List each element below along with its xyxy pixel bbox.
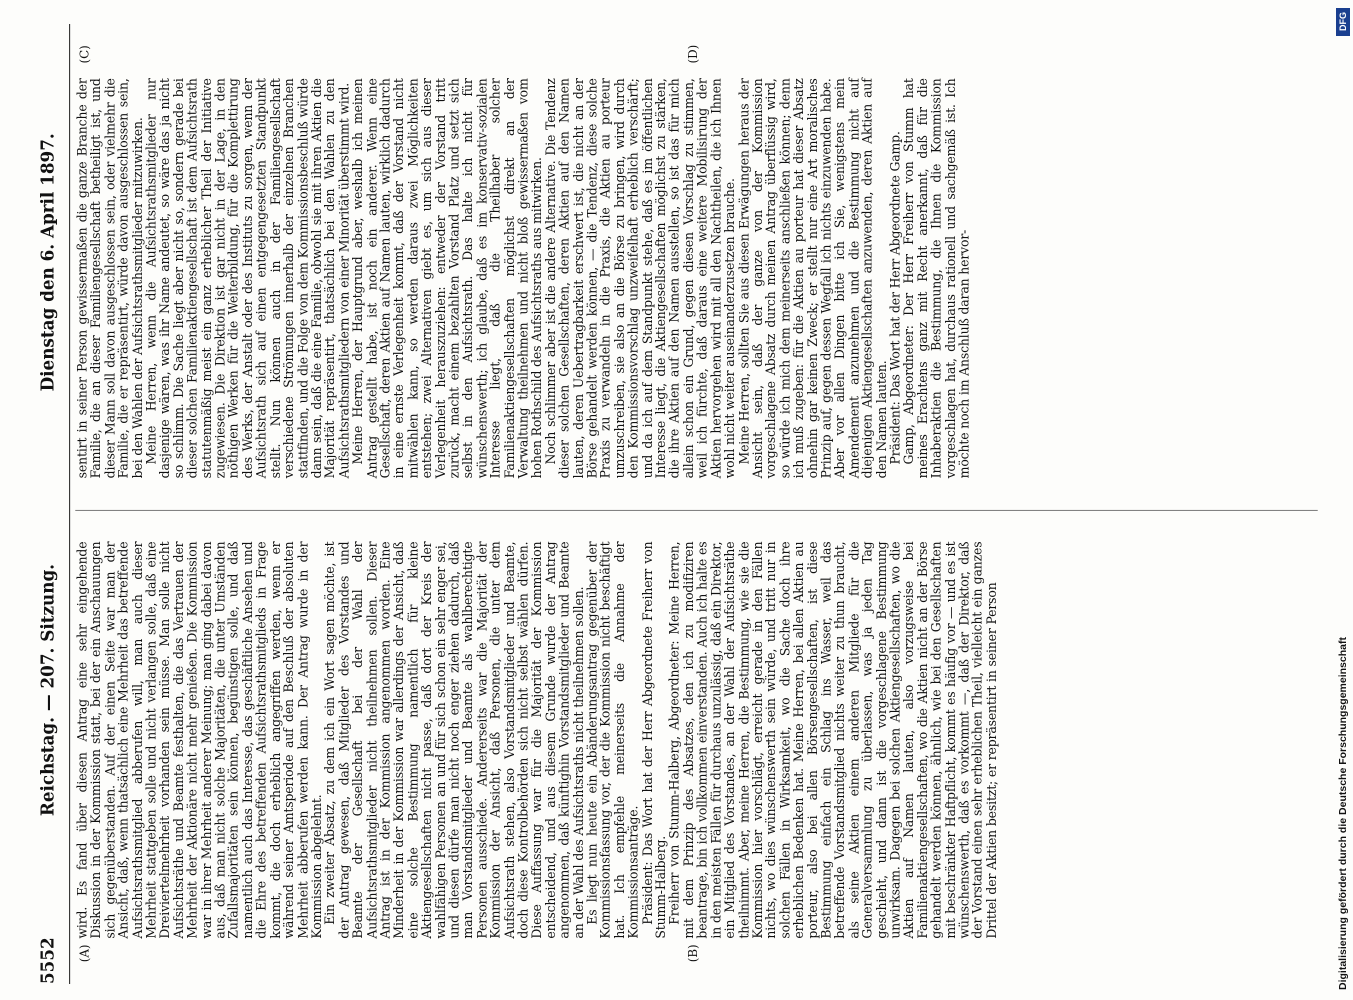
paragraph: Es liegt nun heute ein Abänderungsantrag gegenüber der Kommissionsfassung vor, der die Kommission nicht beschäftigt hat. Ich empfehle meinerseits die Annahme der Kommissionsanträge. xyxy=(584,541,641,939)
paragraph: Präsident: Das Wort hat der Herr Abgeordnete Gamp. xyxy=(887,131,903,465)
digitization-notice: Digitalisierung gefördert durch die Deutsche Forschungsgemeinschaft xyxy=(1337,637,1349,990)
rotated-page-content xyxy=(28,24,1328,984)
right-text-column xyxy=(75,78,971,478)
paragraph: Meine Herren, sollten Sie aus diesen Erwägungen heraus der Ansicht sein, daß der ganze von der Kommission vorgeschlagene Absatz durch meinen Antrag überflüssig wird, so würde ich mich dem meinerseits anschließen können; denn ich muß zugeben: für die Aktien au porteur hat dieser Absatz ohnehin gar keinen Zweck; er stellt nur eine Art moralisches Prinzip auf, gegen dessen Wegfall ich nichts einzuwenden habe. Aber vor allen Dingen bitte ich Sie, wenigstens mein Amendement anzunehmen und die Bestimmung nicht auf diejenigen Aktiengesellschaften anzuwenden, deren Aktien auf den Namen lauten. xyxy=(735,78,889,479)
header-session-title: Reichstag. — 207. Sitzung. xyxy=(38,563,59,817)
paragraph: Präsident: Das Wort hat der Herr Abgeordnete Freiherr von Stumm-Halberg. xyxy=(639,541,669,939)
column-divider xyxy=(75,510,1317,511)
margin-marker-a: (A) xyxy=(77,944,92,963)
paragraph: Meine Herren, wenn die Aufsichtsrathsmitglieder nur dasjenige wären, was ihr Name andeutet, so wäre das ja nicht so schlimm. Die Sache liegt aber nicht so, sondern gerade bei dieser solchen Familienaktiengesellschaft ist dem Aufsichtsrath statutenmäßig meist ein ganz erheblicher Theil der Initiative zugewiesen. Die Direktion ist gar nicht in der Lage, in den nöthigen Werken für die Weiterbildung, für die Komplettirung des Werks, der Anstalt oder des Instituts zu sorgen, wenn der Aufsichtsrath sich auf einen entgegengesetzten Standpunkt stellt. Nun können auch in der Familiengesellschaft verschiedene Strömungen innerhalb der einzelnen Branchen stattfinden, und die Folge von dem Kommissionsbeschluß würde dann sein, daß die eine Familie, obwohl sie mit ihren Aktien die Majorität repräsentirt, thatsächlich bei den Wahlen zu den Aufsichtsrathsmitgliedern von einer Minorität überstimmt wird. xyxy=(143,78,352,479)
margin-marker-d: (D) xyxy=(685,44,701,64)
margin-marker-b: (B) xyxy=(685,944,701,963)
paragraph: sentirt in seiner Person gewissermaßen die ganze Branche der Familie, die an dieser Familiengesellschaft betheiligt ist, und dieser Mann soll davon ausgeschlossen sein, oder vielmehr die Familie, die er repräsentirt, würde davon ausgeschlossen sein, bei den Wahlen der Aufsichtsrathsmitglieder mitzuwirken. xyxy=(74,78,145,479)
paragraph: Gamp, Abgeordneter: Der Herr Freiherr von Stumm hat meines Erachtens ganz mit Recht anerkannt, daß für die Inhaberaktien die Bestimmung, die Ihnen die Kommission vorgeschlagen hat, durchaus rationell und sachgemäß ist. Ich möchte noch im Anschluß daran hervor- xyxy=(900,78,972,479)
margin-marker-c: (C) xyxy=(77,45,92,64)
dfg-logo: DFG xyxy=(1336,8,1350,36)
header-rule xyxy=(69,24,70,984)
paragraph: Freiherr von Stumm-Halberg, Abgeordneter: Meine Herren, mit dem Prinzip des Absatzes, den ich zu modifiziren beantrage, bin ich vollkommen einverstanden. Auch ich halte es in den meisten Fällen für durchaus unzulässig, daß ein Direktor, ein Mitglied des Vorstandes, an der Wahl der Aufsichtsräthe theilnimmt. Aber, meine Herren, die Bestimmung, wie sie die Kommission hier vorschlägt, erreicht gerade in den Fällen nichts, wo dies wünschenswerth sein würde, und tritt nur in solchen Fällen in Wirksamkeit, wo die Sache doch ihre erheblichen Bedenken hat. Meine Herren, bei allen Aktien au porteur, also bei allen Börsengesellschaften, ist diese Bestimmung einfach ein Schlag ins Wasser, weil das betreffende Vorstandsmitglied nichts weiter zu thun braucht, als seine Aktien einem anderen Mitgliede für die Generalversammlung zu überlassen, was ja jeden Tag geschieht, und dann ist die vorgeschlagene Bestimmung unwirksam. Dagegen bei solchen Aktiengesellschaften, wo die Aktien auf Namen lauten, also vorzugsweise bei Familienaktiengesellschaften, wo die Aktien nicht an der Börse gehandelt werden können, ähnlich, wie bei den Gesellschaften mit beschränkter Haftpflicht, kommt es häufig vor — und es ist wünschenswerth, daß es vorkommt —, daß der Direktor, daß der Vorstand einen sehr erheblichen Theil, vielleicht ein ganzes Drittel der Aktien besitzt; er repräsentirt in seiner Person xyxy=(666,541,999,939)
header-date: Dienstag den 6. April 1897. xyxy=(38,133,59,392)
paragraph: Noch schlimmer aber ist die andere Alternative. Die Tendenz dieser solchen Gesellschaften, deren Aktien auf den Namen lauten, deren Uebertragbarkeit erschwert ist, die nicht an der Börse gehandelt werden können, — die Tendenz, diese solche Praxis zu verwandeln in die Praxis, die Aktien au porteur umzuschreiben, sie also an die Börse zu bringen, wird durch den Kommissionsvorschlag unzweifelhaft erheblich verschärft; und da ich auf dem Standpunkt stehe, daß es im öffentlichen Interesse liegt, die Aktiengesellschaften möglichst zu stärken, die ihre Aktien auf den Namen ausstellen, so ist das für mich allein schon ein Grund, gegen diesen Vorschlag zu stimmen, weil ich fürchte, daß daraus eine weitere Mobilisirung der Aktien hervorgehen wird mit all den Nachtheilen, die ich Ihnen wohl nicht weiter auseinanderzusetzen brauche. xyxy=(542,78,738,479)
paragraph: Ein zweiter Absatz, zu dem ich ein Wort sagen möchte, ist der Antrag gewesen, daß Mitglieder des Vorstandes und Beamte der Gesellschaft bei der Wahl der Aufsichtsrathsmitglieder nicht theilnehmen sollen. Dieser Antrag ist in der Kommission angenommen worden. Eine Minderheit in der Kommission war allerdings der Ansicht, daß eine solche Bestimmung namentlich für kleine Aktiengesellschaften nicht passe, daß dort der Kreis der wahlfähigen Personen an und für sich schon ein sehr enger sei, und diesen dürfe man nicht noch enger ziehen dadurch, daß man Vorstandsmitglieder und Beamte als wahlberechtigte Personen ausschiede. Andererseits war die Majorität der Kommission der Ansicht, daß Personen, die unter dem Aufsichtsrath stehen, also Vorstandsmitglieder und Beamte, doch diese Kontrolbehörden sich nicht selbst wählen dürfen. Diese Auffassung war für die Majorität der Kommission entscheidend, und aus diesem Grunde wurde der Antrag angenommen, daß künftighin Vorstandsmitglieder und Beamte an der Wahl des Aufsichtsraths nicht theilnehmen sollen. xyxy=(322,541,586,939)
paragraph: wird. Es fand über diesen Antrag eine sehr eingehende Diskussion in der Kommission statt, bei der ein Anschauungen sich gegenüberstanden. Auf der einen Seite war man der Ansicht, daß, wenn thatsächlich eine Mehrheit das betreffende Aufsichtsrathsmitglied abberufen will, man auch dieser Mehrheit stattgeben solle und nicht verlangen solle, daß eine Dreiviertelmehrheit vorhanden sein müsse. Man solle nicht Aufsichtsräthe und Beamte festhalten, die das Vertrauen der Mehrheit der Aktionäre nicht mehr genießen. Die Kommission war in ihrer Mehrheit anderer Meinung; man ging dabei davon aus, daß man nicht solche Majoritäten, die unter Umständen Zufallsmajoritäten sein können, begünstigen solle, und daß namentlich auch das Interesse, das geschäftliche Ansehen und die Ehre des betreffenden Aufsichtsrathsmitglieds in Frage kommt, die doch erheblich angegriffen werden, wenn er während seiner Amtsperiode auf den Beschluß der absoluten Mehrheit abberufen werden kann. Der Antrag wurde in der Kommission abgelehnt. xyxy=(74,541,324,939)
page-header xyxy=(28,24,69,984)
page-number: 5552 xyxy=(38,937,59,984)
left-text-column xyxy=(75,542,998,939)
paragraph: Meine Herren, der Hauptgrund aber, weshalb ich meinen Antrag gestellt habe, ist noch ein anderer. Wenn eine Gesellschaft, deren Aktien auf Namen lauten, wirklich dadurch in eine ernste Verlegenheit kommt, daß der Vorstand nicht mitwählen kann, so werden daraus zwei Möglichkeiten entstehen; zwei Alternativen giebt es, um sich aus dieser Verlegenheit herauszuziehen: entweder der Vorstand tritt zurück, macht einem bezahlten Vorstand Platz und setzt sich selbst in den Aufsichtsrath. Das halte ich nicht für wünschenswerth; ich glaube, daß es im konservativ-sozialen Interesse liegt, daß die Theilhaber solcher Familienaktiengesellschaften möglichst direkt an der Verwaltung theilnehmen und nicht bloß gewissermaßen vom hohen Rothschild des Aufsichtsraths aus mitwirken. xyxy=(349,78,545,479)
